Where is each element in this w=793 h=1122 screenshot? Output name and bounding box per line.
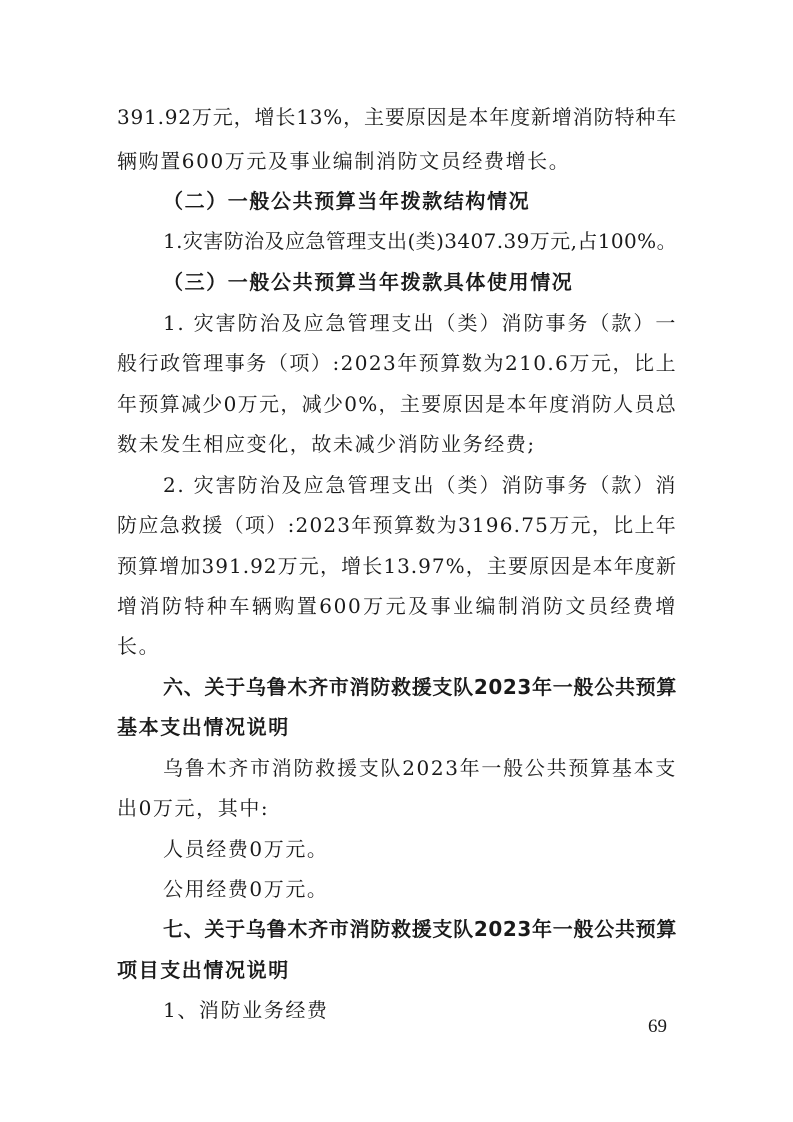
- paragraph-line: 长。: [117, 634, 161, 658]
- paragraph-line: 公用经费0万元。: [163, 877, 329, 901]
- page-number: 69: [648, 1016, 667, 1037]
- paragraph-line: 预算增加391.92万元，增长13.97%，主要原因是本年度新: [117, 554, 677, 578]
- paragraph-line: 年预算减少0万元，减少0%，主要原因是本年度消防人员总: [117, 392, 677, 416]
- section-heading: 六、关于乌鲁木齐市消防救援支队2023年一般公共预算: [163, 675, 677, 699]
- paragraph-line: 乌鲁木齐市消防救援支队2023年一般公共预算基本支: [163, 756, 677, 780]
- paragraph-line: 人员经费0万元。: [163, 837, 329, 861]
- paragraph-line: 辆购置600万元及事业编制消防文员经费增长。: [117, 149, 571, 173]
- paragraph-line: 391.92万元，增长13%，主要原因是本年度新增消防特种车: [117, 105, 677, 129]
- section-heading: （三）一般公共预算当年拨款具体使用情况: [163, 270, 574, 294]
- paragraph-line: 1.灾害防治及应急管理支出(类)3407.39万元,占100%。: [163, 229, 677, 253]
- section-heading: （二）一般公共预算当年拨款结构情况: [163, 189, 531, 213]
- section-heading: 七、关于乌鲁木齐市消防救援支队2023年一般公共预算: [163, 917, 677, 941]
- paragraph-line: 般行政管理事务（项）:2023年预算数为210.6万元，比上: [117, 351, 677, 375]
- paragraph-line: 1、消防业务经费: [163, 998, 329, 1022]
- paragraph-line: 2. 灾害防治及应急管理支出（类）消防事务（款）消: [163, 473, 677, 497]
- paragraph-line: 防应急救援（项）:2023年预算数为3196.75万元，比上年: [117, 513, 677, 537]
- section-heading: 基本支出情况说明: [117, 715, 290, 739]
- paragraph-line: 出0万元，其中:: [117, 796, 270, 820]
- paragraph-line: 数未发生相应变化，故未减少消防业务经费;: [117, 432, 536, 456]
- paragraph-line: 增消防特种车辆购置600万元及事业编制消防文员经费增: [117, 594, 677, 618]
- section-heading: 项目支出情况说明: [117, 958, 290, 982]
- paragraph-line: 1. 灾害防治及应急管理支出（类）消防事务（款）一: [163, 311, 677, 335]
